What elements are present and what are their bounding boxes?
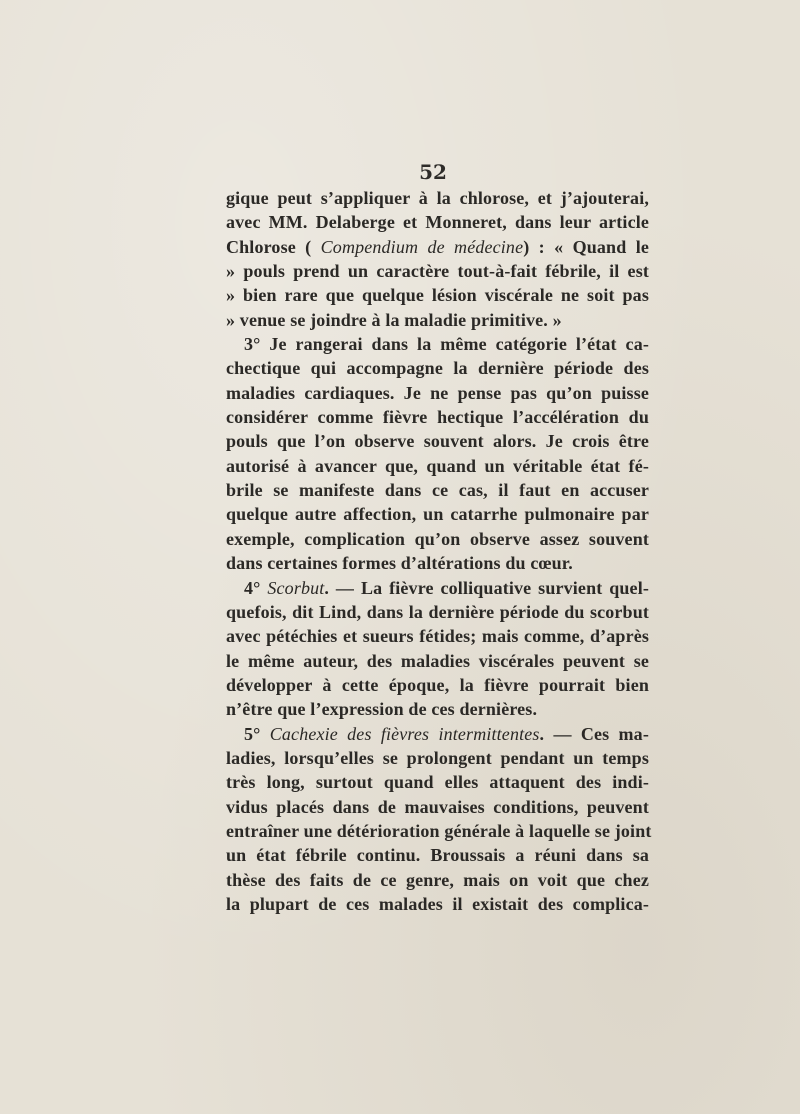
text-span: avec pétéchies et sueurs fétides; mais comme, d’après [226, 626, 649, 647]
text-line [226, 356, 649, 380]
text-span: ) : « Quand le [523, 236, 649, 257]
text-line [226, 235, 649, 259]
text-span: dans certaines formes d’altérations du cœur. [226, 553, 573, 574]
italic-text: Compendium de médecine [320, 236, 524, 257]
page-number: 52 [419, 160, 447, 184]
text-span: très long, surtout quand elles attaquent des indi- [226, 772, 649, 793]
text-span: la plupart de ces malades il existait des complica- [226, 893, 649, 914]
text-span: le même auteur, des maladies viscérales peuvent se [226, 650, 649, 671]
text-line [226, 722, 649, 746]
text-span: maladies cardiaques. Je ne pense pas qu’on puisse [226, 382, 649, 403]
text-line [226, 576, 649, 600]
text-line [226, 259, 649, 283]
body-text [226, 186, 652, 916]
text-line [226, 332, 649, 356]
text-line [226, 673, 649, 697]
text-line [226, 868, 649, 892]
text-line [226, 308, 649, 332]
text-span: chectique qui accompagne la dernière période des [226, 358, 649, 379]
text-span: thèse des faits de ce genre, mais on voit que chez [226, 869, 649, 890]
text-span: avec MM. Delaberge et Monneret, dans leur article [226, 212, 649, 233]
text-span: Chlorose ( [226, 236, 321, 257]
text-line [226, 186, 649, 210]
text-span: 5° [244, 723, 270, 744]
text-line [226, 551, 649, 575]
text-line [226, 624, 649, 648]
text-line [226, 210, 649, 234]
text-line [226, 770, 649, 794]
text-span: 4° [244, 577, 268, 598]
text-line [226, 429, 649, 453]
text-line [226, 283, 649, 307]
italic-text: Scorbut [267, 577, 325, 598]
text-span: considérer comme fièvre hectique l’accélération du [226, 407, 649, 428]
text-line [226, 697, 649, 721]
text-span: » bien rare que quelque lésion viscérale ne soit pas [226, 285, 649, 306]
text-line [226, 746, 649, 770]
text-span: développer à cette époque, la fièvre pourrait bien [226, 674, 649, 695]
text-span: n’être que l’expression de ces dernières. [226, 699, 538, 720]
text-span: gique peut s’appliquer à la chlorose, et j’ajouterai, [226, 188, 649, 208]
text-span: . — La fièvre colliquative survient quel- [324, 577, 649, 598]
text-span: . — Ces ma- [539, 723, 649, 744]
text-line [226, 649, 649, 673]
text-line [226, 527, 649, 551]
text-line [226, 819, 652, 843]
text-span: quelque autre affection, un catarrhe pulmonaire par [226, 504, 649, 525]
text-line [226, 478, 649, 502]
text-span: brile se manifeste dans ce cas, il faut en accuser [226, 480, 649, 501]
text-span: entraîner une détérioration générale à laquelle se joint [226, 820, 652, 841]
text-line [226, 600, 649, 624]
text-span: ladies, lorsqu’elles se prolongent pendant un temps [226, 747, 649, 768]
text-span: pouls que l’on observe souvent alors. Je crois être [226, 431, 649, 452]
text-line [226, 892, 649, 916]
text-span: quefois, dit Lind, dans la dernière période du scorbut [226, 601, 649, 622]
text-span: » venue se joindre à la maladie primitive. » [226, 309, 562, 330]
text-line [226, 381, 649, 405]
text-span: 3° Je rangerai dans la même catégorie l’état ca- [244, 334, 649, 355]
text-line [226, 843, 649, 867]
text-line [226, 454, 649, 478]
text-span: exemple, complication qu’on observe assez souvent [226, 528, 649, 549]
text-span: » pouls prend un caractère tout-à-fait fébrile, il est [226, 261, 649, 282]
text-span: vidus placés dans de mauvaises conditions, peuvent [226, 796, 649, 817]
text-line [226, 405, 649, 429]
text-line [226, 502, 649, 526]
text-span: autorisé à avancer que, quand un véritable état fé- [226, 455, 649, 476]
text-line [226, 795, 649, 819]
italic-text: Cachexie des fièvres intermittentes [269, 723, 540, 744]
text-span: un état fébrile continu. Broussais a réuni dans sa [226, 845, 649, 866]
